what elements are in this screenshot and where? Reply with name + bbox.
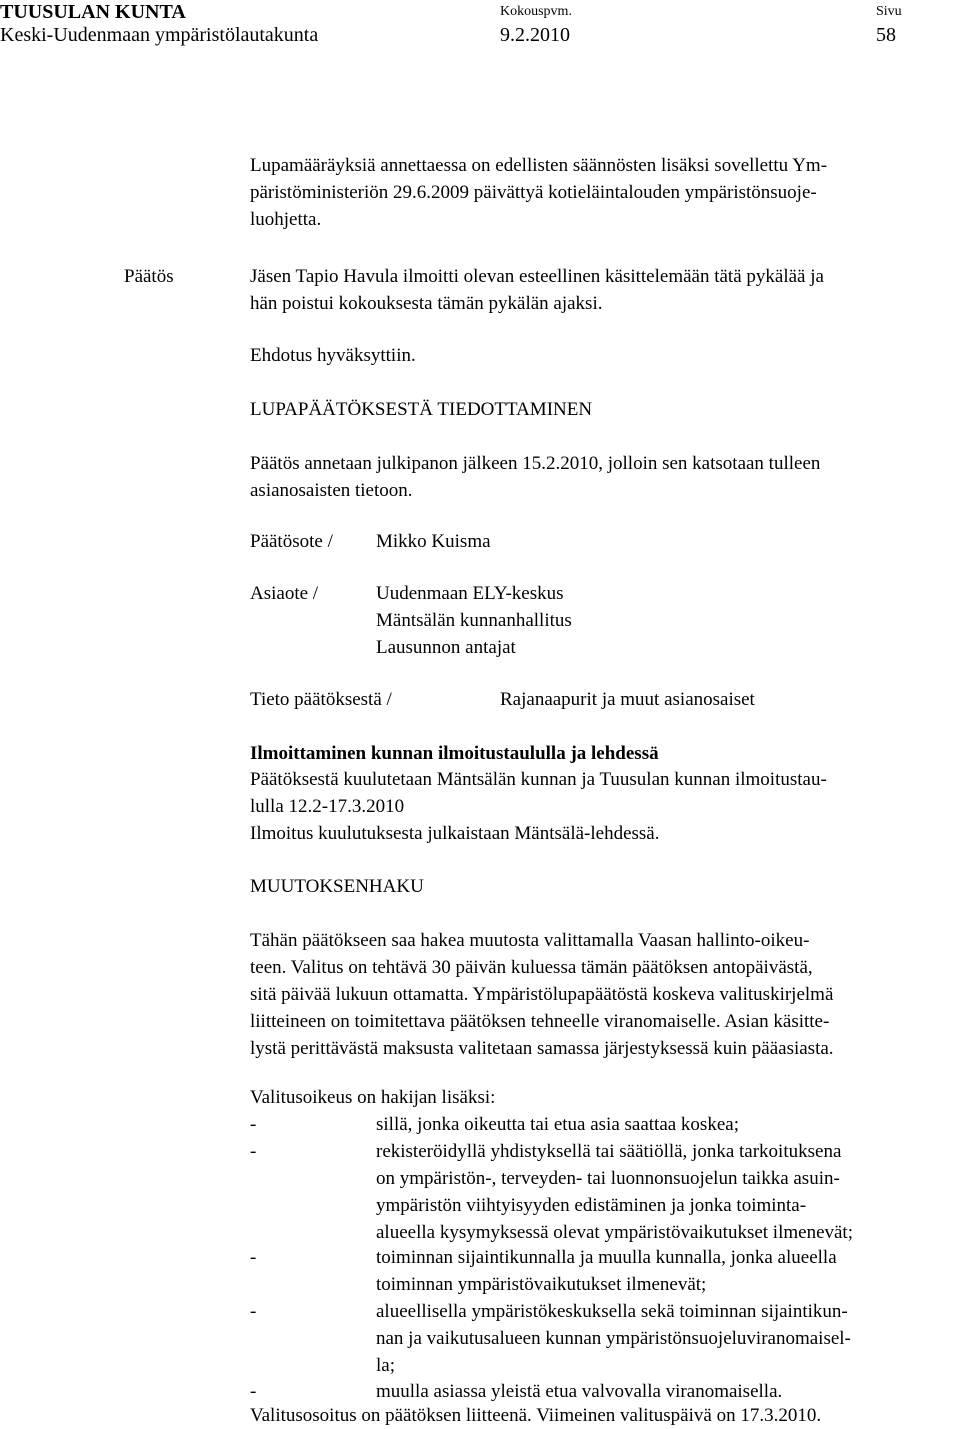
notification-paragraph: [250, 450, 960, 504]
notification-line: asianosaisten tietoon.: [250, 480, 413, 501]
appeal-line: teen. Valitus on tehtävä 30 päivän kuluessa tämän päätöksen antopäivästä,: [250, 957, 813, 978]
list-item-line: toiminnan ympäristövaikutukset ilmenevät;: [376, 1274, 707, 1295]
extract-values: [376, 580, 572, 661]
announcement-line: lulla 12.2-17.3.2010: [250, 796, 405, 817]
list-bullet: -: [250, 1247, 257, 1268]
extract-label: Asiaote /: [250, 583, 319, 604]
appeal-closing: Valitusosoitus on päätöksen liitteenä. Viimeinen valituspäivä on 17.3.2010.: [250, 1405, 822, 1426]
intro-paragraph: [250, 152, 960, 233]
announcement-line: Ilmoitus kuulutuksesta julkaistaan Mäntsälä-lehdessä.: [250, 823, 660, 844]
list-item-line: ympäristön viihtyisyyden edistäminen ja jonka toiminta-: [376, 1195, 807, 1216]
appeal-line: sitä päivää lukuun ottamatta. Ympäristölupapäätöstä koskeva valituskirjelmä: [250, 984, 834, 1005]
list-bullet: -: [250, 1141, 257, 1162]
appeal-line: lystä perittävästä maksusta valitetaan samassa järjestyksessä kuin pääasiasta.: [250, 1038, 834, 1059]
list-item: [376, 1138, 960, 1246]
info-value: Rajanaapurit ja muut asianosaiset: [500, 689, 755, 710]
page-label: Sivu: [876, 4, 902, 19]
decision-line: Jäsen Tapio Havula ilmoitti olevan esteellinen käsittelemään tätä pykälää ja: [250, 266, 824, 287]
right-of-appeal-intro: Valitusoikeus on hakijan lisäksi:: [250, 1087, 496, 1108]
meeting-date: 9.2.2010: [500, 24, 570, 46]
decision-copy-label: Päätösote /: [250, 531, 333, 552]
announcement-paragraph: [250, 766, 960, 847]
list-item-line: on ympäristön-, terveyden- tai luonnonsuojelun taikka asuin-: [376, 1168, 840, 1189]
list-item: [376, 1378, 960, 1405]
list-item: [376, 1111, 960, 1138]
intro-line: Lupamääräyksiä annettaessa on edellisten säännösten lisäksi sovellettu Ym-: [250, 155, 828, 176]
announcement-heading: Ilmoittaminen kunnan ilmoitustaululla ja lehdessä: [250, 743, 659, 764]
decision-line: hän poistui kokouksesta tämän pykälän ajaksi.: [250, 293, 603, 314]
notification-heading: LUPAPÄÄTÖKSESTÄ TIEDOTTAMINEN: [250, 399, 593, 420]
list-item-line: alueellisella ympäristökeskuksella sekä toiminnan sijaintikun-: [376, 1301, 848, 1322]
appeal-line: liitteineen on toimitettava päätöksen tehneelle viranomaiselle. Asian käsitte-: [250, 1011, 830, 1032]
list-item-line: rekisteröidyllä yhdistyksellä tai säätiöllä, jonka tarkoituksena: [376, 1141, 842, 1162]
list-item-line: nan ja vaikutusalueen kunnan ympäristönsuojeluviranomaisel-: [376, 1328, 851, 1349]
meeting-date-label: Kokouspvm.: [500, 4, 572, 19]
appeal-line: Tähän päätökseen saa hakea muutosta valittamalla Vaasan hallinto-oikeu-: [250, 930, 810, 951]
list-bullet: -: [250, 1301, 257, 1322]
list-item-line: sillä, jonka oikeutta tai etua asia saattaa koskea;: [376, 1114, 739, 1135]
list-item: [376, 1244, 960, 1298]
board-name: Keski-Uudenmaan ympäristölautakunta: [0, 24, 319, 46]
extract-recipient: Lausunnon antajat: [376, 637, 516, 658]
decision-paragraph: [250, 263, 960, 317]
decision-label: Päätös: [124, 266, 174, 287]
decision-approved: Ehdotus hyväksyttiin.: [250, 345, 416, 366]
list-item-line: la;: [376, 1355, 395, 1376]
extract-recipient: Uudenmaan ELY-keskus: [376, 583, 564, 604]
list-item-line: toiminnan sijaintikunnalla ja muulla kunnalla, jonka alueella: [376, 1247, 837, 1268]
list-item-line: muulla asiassa yleistä etua valvovalla viranomaisella.: [376, 1381, 783, 1402]
appeal-paragraph: [250, 927, 960, 1062]
info-label: Tieto päätöksestä /: [250, 689, 392, 710]
intro-line: päristöministeriön 29.6.2009 päivättyä kotieläintalouden ympäristönsuoje-: [250, 182, 817, 203]
list-bullet: -: [250, 1114, 257, 1135]
page-number: 58: [876, 24, 896, 46]
intro-line: luohjetta.: [250, 209, 322, 230]
list-bullet: -: [250, 1381, 257, 1402]
announcement-line: Päätöksestä kuulutetaan Mäntsälän kunnan ja Tuusulan kunnan ilmoitustau-: [250, 769, 827, 790]
decision-copy-value: Mikko Kuisma: [376, 531, 491, 552]
list-item: [376, 1298, 960, 1379]
list-item-line: alueella kysymyksessä olevat ympäristövaikutukset ilmenevät;: [376, 1222, 853, 1243]
notification-line: Päätös annetaan julkipanon jälkeen 15.2.2010, jolloin sen katsotaan tulleen: [250, 453, 821, 474]
appeal-heading: MUUTOKSENHAKU: [250, 876, 424, 897]
extract-recipient: Mäntsälän kunnanhallitus: [376, 610, 572, 631]
organization-name: TUUSULAN KUNTA: [0, 1, 186, 23]
